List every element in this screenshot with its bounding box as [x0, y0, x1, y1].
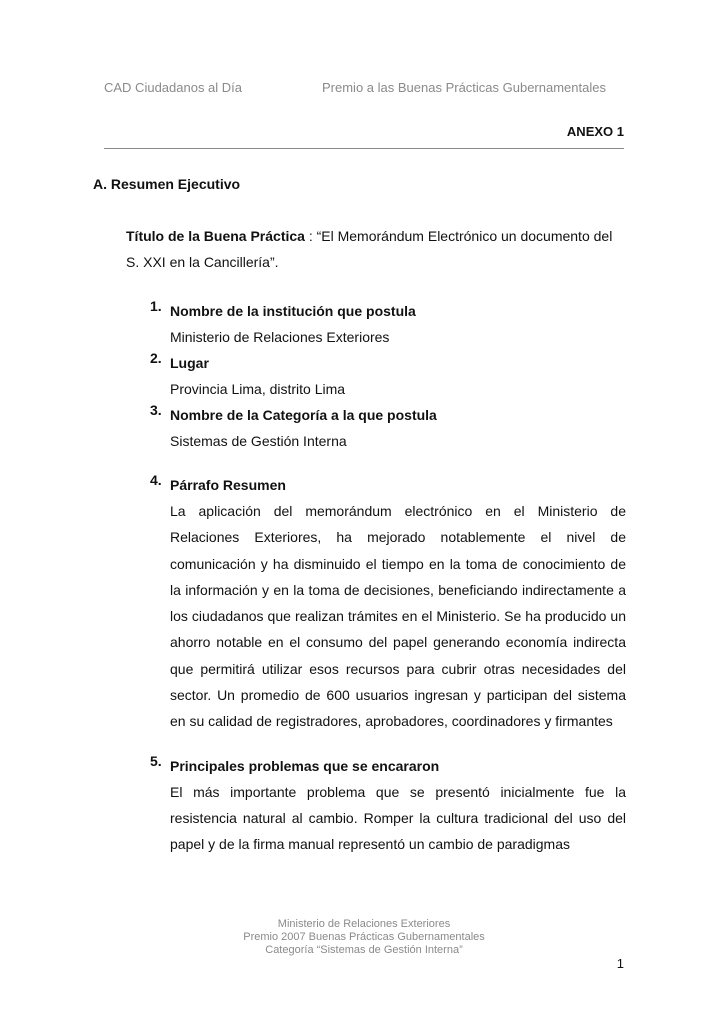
item-number: 3. — [150, 402, 162, 418]
header-right-text: Premio a las Buenas Prácticas Gubernamentales — [322, 80, 606, 95]
practice-title-block — [126, 223, 626, 275]
item-heading: Párrafo Resumen — [170, 477, 286, 493]
page-number: 1 — [616, 956, 624, 971]
footer-line-1: Ministerio de Relaciones Exteriores — [277, 918, 451, 930]
item-heading: Nombre de la Categoría a la que postula — [170, 407, 437, 423]
annex-label: ANEXO 1 — [566, 124, 624, 139]
list-item — [150, 298, 626, 350]
list-item — [150, 350, 626, 402]
list-item — [150, 753, 626, 858]
section-title: A. Resumen Ejecutivo — [93, 176, 241, 192]
item-heading: Principales problemas que se encararon — [170, 757, 440, 774]
item-value: Sistemas de Gestión Interna — [170, 433, 347, 449]
header-divider — [104, 148, 624, 149]
page-footer — [0, 918, 728, 957]
list-item — [150, 472, 626, 735]
practice-title-label: Título de la Buena Práctica — [126, 228, 305, 244]
header-left-text: CAD Ciudadanos al Día — [104, 80, 243, 95]
item-value: Provincia Lima, distrito Lima — [170, 381, 346, 397]
footer-line-2: Premio 2007 Buenas Prácticas Gubernamentales — [243, 931, 485, 943]
practice-title-text: : “El Memorándum Electrónico un documento del S. XXI en la Cancillería”. — [126, 228, 613, 270]
item-number: 2. — [150, 350, 162, 366]
item-paragraph: El más importante problema que se presentó inicialmente fue la resistencia natural al cambio. Romper la cultura tradicional del uso del papel y de la firma manual representó un cambio de paradigmas — [170, 783, 626, 853]
item-number: 5. — [150, 752, 162, 769]
item-number: 1. — [150, 298, 162, 314]
item-paragraph: La aplicación del memorándum electrónico en el Ministerio de Relaciones Exteriores, ha mejorado notablemente el nivel de comunicación y ha disminuido el tiempo en la toma de conocimiento de la información y en la toma de decisiones, beneficiando indirectamente a los ciudadanos que realizan trámites en el Ministerio. Se ha producido un ahorro notable en el consumo del papel generando economía indirecta que permitirá utilizar esos recursos para cubrir otras necesidades del sector. Un promedio de 600 usuarios ingresan y participan del sistema en su calidad de registradores, aprobadores, coordinadores y firmantes — [170, 503, 626, 730]
summary-items-list — [150, 298, 626, 858]
list-item — [150, 402, 626, 454]
item-heading: Lugar — [170, 355, 209, 371]
item-heading: Nombre de la institución que postula — [170, 303, 416, 319]
footer-line-3: Categoría “Sistemas de Gestión Interna” — [265, 944, 463, 956]
item-value: Ministerio de Relaciones Exteriores — [170, 329, 390, 345]
item-number: 4. — [150, 472, 162, 488]
